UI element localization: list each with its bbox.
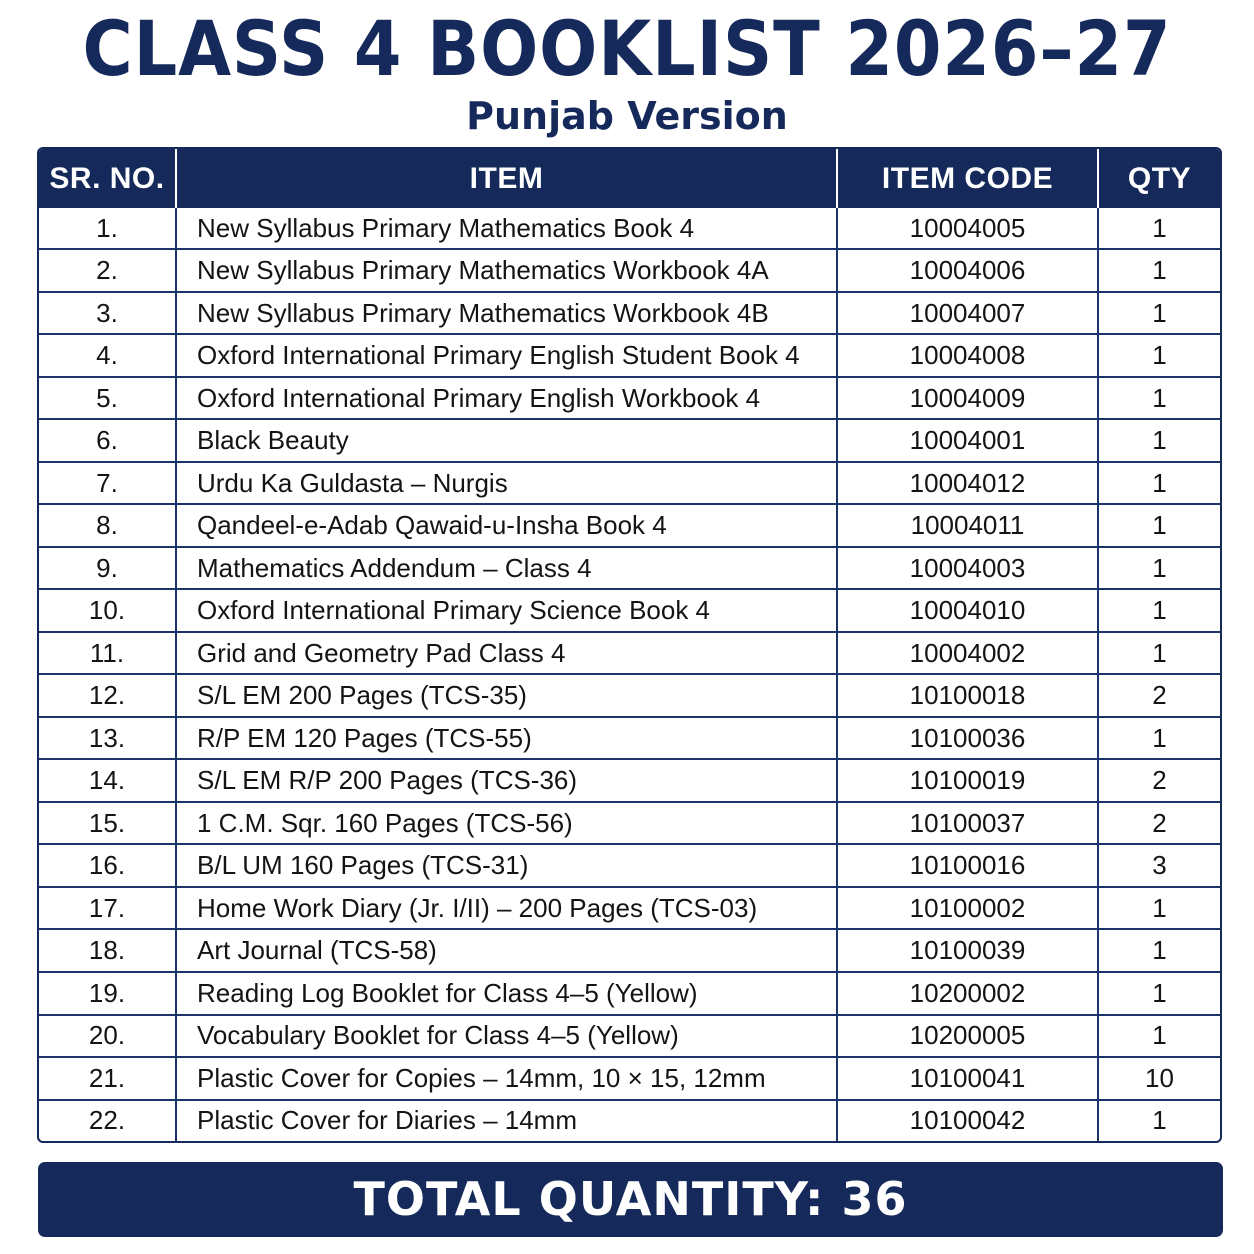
table-row bbox=[39, 292, 1220, 335]
page-subtitle: Punjab Version bbox=[466, 94, 788, 138]
item-code-cell: 10004001 bbox=[837, 419, 1098, 462]
qty-cell: 3 bbox=[1098, 844, 1220, 887]
item-cell: S/L EM 200 Pages (TCS-35) bbox=[176, 674, 837, 717]
sr-no-cell: 12. bbox=[39, 674, 176, 717]
sr-no-cell: 18. bbox=[39, 929, 176, 972]
item-cell: Oxford International Primary English Student Book 4 bbox=[176, 334, 837, 377]
sr-no-cell: 20. bbox=[39, 1015, 176, 1058]
item-cell: New Syllabus Primary Mathematics Book 4 bbox=[176, 208, 837, 249]
table-row bbox=[39, 419, 1220, 462]
sr-no-cell: 3. bbox=[39, 292, 176, 335]
qty-cell: 1 bbox=[1098, 929, 1220, 972]
qty-cell: 1 bbox=[1098, 377, 1220, 420]
table-row bbox=[39, 547, 1220, 590]
sr-no-cell: 8. bbox=[39, 504, 176, 547]
sr-no-cell: 14. bbox=[39, 759, 176, 802]
table-row bbox=[39, 1100, 1220, 1141]
table-row bbox=[39, 717, 1220, 760]
item-cell: Oxford International Primary English Workbook 4 bbox=[176, 377, 837, 420]
table-row bbox=[39, 1057, 1220, 1100]
item-code-cell: 10004008 bbox=[837, 334, 1098, 377]
item-code-cell: 10100039 bbox=[837, 929, 1098, 972]
sr-no-cell: 6. bbox=[39, 419, 176, 462]
item-code-cell: 10100036 bbox=[837, 717, 1098, 760]
item-code-cell: 10100019 bbox=[837, 759, 1098, 802]
table-row bbox=[39, 462, 1220, 505]
item-code-cell: 10200002 bbox=[837, 972, 1098, 1015]
qty-cell: 1 bbox=[1098, 462, 1220, 505]
sr-no-cell: 10. bbox=[39, 589, 176, 632]
qty-cell: 1 bbox=[1098, 1015, 1220, 1058]
sr-no-cell: 21. bbox=[39, 1057, 176, 1100]
table-row bbox=[39, 759, 1220, 802]
item-cell: Oxford International Primary Science Book 4 bbox=[176, 589, 837, 632]
sr-no-cell: 11. bbox=[39, 632, 176, 675]
item-code-cell: 10004010 bbox=[837, 589, 1098, 632]
item-cell: 1 C.M. Sqr. 160 Pages (TCS-56) bbox=[176, 802, 837, 845]
table-row bbox=[39, 802, 1220, 845]
item-code-cell: 10100018 bbox=[837, 674, 1098, 717]
total-quantity-banner: TOTAL QUANTITY: 36 bbox=[38, 1162, 1223, 1237]
column-header-item: ITEM bbox=[176, 149, 837, 208]
table-row bbox=[39, 377, 1220, 420]
qty-cell: 2 bbox=[1098, 674, 1220, 717]
column-header-sr-no: SR. NO. bbox=[39, 149, 176, 208]
table-row bbox=[39, 504, 1220, 547]
sr-no-cell: 2. bbox=[39, 249, 176, 292]
item-code-cell: 10100002 bbox=[837, 887, 1098, 930]
table-row bbox=[39, 972, 1220, 1015]
item-code-cell: 10004012 bbox=[837, 462, 1098, 505]
item-cell: Qandeel-e-Adab Qawaid-u-Insha Book 4 bbox=[176, 504, 837, 547]
qty-cell: 1 bbox=[1098, 547, 1220, 590]
sr-no-cell: 1. bbox=[39, 208, 176, 249]
qty-cell: 1 bbox=[1098, 249, 1220, 292]
table-row bbox=[39, 632, 1220, 675]
booklist-table-container bbox=[37, 147, 1222, 1143]
item-cell: Mathematics Addendum – Class 4 bbox=[176, 547, 837, 590]
table-row bbox=[39, 589, 1220, 632]
item-code-cell: 10004003 bbox=[837, 547, 1098, 590]
qty-cell: 1 bbox=[1098, 334, 1220, 377]
sr-no-cell: 9. bbox=[39, 547, 176, 590]
booklist-table bbox=[39, 149, 1220, 1141]
qty-cell: 1 bbox=[1098, 632, 1220, 675]
item-cell: Urdu Ka Guldasta – Nurgis bbox=[176, 462, 837, 505]
item-code-cell: 10100016 bbox=[837, 844, 1098, 887]
table-row bbox=[39, 249, 1220, 292]
qty-cell: 2 bbox=[1098, 759, 1220, 802]
item-code-cell: 10004009 bbox=[837, 377, 1098, 420]
item-code-cell: 10004005 bbox=[837, 208, 1098, 249]
qty-cell: 1 bbox=[1098, 292, 1220, 335]
sr-no-cell: 17. bbox=[39, 887, 176, 930]
column-header-qty: QTY bbox=[1098, 149, 1220, 208]
table-row bbox=[39, 929, 1220, 972]
sr-no-cell: 19. bbox=[39, 972, 176, 1015]
item-code-cell: 10100037 bbox=[837, 802, 1098, 845]
item-cell: Grid and Geometry Pad Class 4 bbox=[176, 632, 837, 675]
qty-cell: 1 bbox=[1098, 504, 1220, 547]
qty-cell: 1 bbox=[1098, 419, 1220, 462]
table-row bbox=[39, 1015, 1220, 1058]
sr-no-cell: 7. bbox=[39, 462, 176, 505]
item-code-cell: 10100042 bbox=[837, 1100, 1098, 1141]
item-code-cell: 10004007 bbox=[837, 292, 1098, 335]
qty-cell: 1 bbox=[1152, 212, 1167, 243]
item-cell: New Syllabus Primary Mathematics Workbook 4B bbox=[176, 292, 837, 335]
qty-cell: 1 bbox=[1098, 1100, 1220, 1141]
item-cell: R/P EM 120 Pages (TCS-55) bbox=[176, 717, 837, 760]
table-row bbox=[39, 208, 1220, 249]
table-row bbox=[39, 334, 1220, 377]
item-code-cell: 10100041 bbox=[837, 1057, 1098, 1100]
qty-cell: 1 bbox=[1098, 589, 1220, 632]
sr-no-cell: 5. bbox=[39, 377, 176, 420]
item-cell: Plastic Cover for Copies – 14mm, 10 × 15, 12mm bbox=[176, 1057, 837, 1100]
table-row bbox=[39, 674, 1220, 717]
item-cell: Black Beauty bbox=[176, 419, 837, 462]
item-cell: Plastic Cover for Diaries – 14mm bbox=[176, 1100, 837, 1141]
item-cell: Vocabulary Booklet for Class 4–5 (Yellow) bbox=[176, 1015, 837, 1058]
page-title: CLASS 4 BOOKLIST 2026–27 bbox=[82, 4, 1172, 93]
item-code-cell: 10004002 bbox=[837, 632, 1098, 675]
item-cell: S/L EM R/P 200 Pages (TCS-36) bbox=[176, 759, 837, 802]
item-cell: Reading Log Booklet for Class 4–5 (Yellow) bbox=[176, 972, 837, 1015]
sr-no-cell: 22. bbox=[39, 1100, 176, 1141]
item-cell: Home Work Diary (Jr. I/II) – 200 Pages (TCS-03) bbox=[176, 887, 837, 930]
item-cell: New Syllabus Primary Mathematics Workbook 4A bbox=[176, 249, 837, 292]
qty-cell: 1 bbox=[1098, 717, 1220, 760]
qty-cell: 10 bbox=[1098, 1057, 1220, 1100]
qty-cell: 1 bbox=[1098, 972, 1220, 1015]
sr-no-cell: 13. bbox=[39, 717, 176, 760]
qty-cell: 2 bbox=[1098, 802, 1220, 845]
sr-no-cell: 15. bbox=[39, 802, 176, 845]
item-code-cell: 10200005 bbox=[837, 1015, 1098, 1058]
sr-no-cell: 4. bbox=[39, 334, 176, 377]
column-header-item-code: ITEM CODE bbox=[837, 149, 1098, 208]
item-code-cell: 10004011 bbox=[837, 504, 1098, 547]
qty-cell: 1 bbox=[1098, 887, 1220, 930]
item-code-cell: 10004006 bbox=[837, 249, 1098, 292]
table-row bbox=[39, 887, 1220, 930]
item-cell: B/L UM 160 Pages (TCS-31) bbox=[176, 844, 837, 887]
sr-no-cell: 16. bbox=[39, 844, 176, 887]
table-row bbox=[39, 844, 1220, 887]
item-cell: Art Journal (TCS-58) bbox=[176, 929, 837, 972]
table-header-row bbox=[39, 149, 1220, 208]
